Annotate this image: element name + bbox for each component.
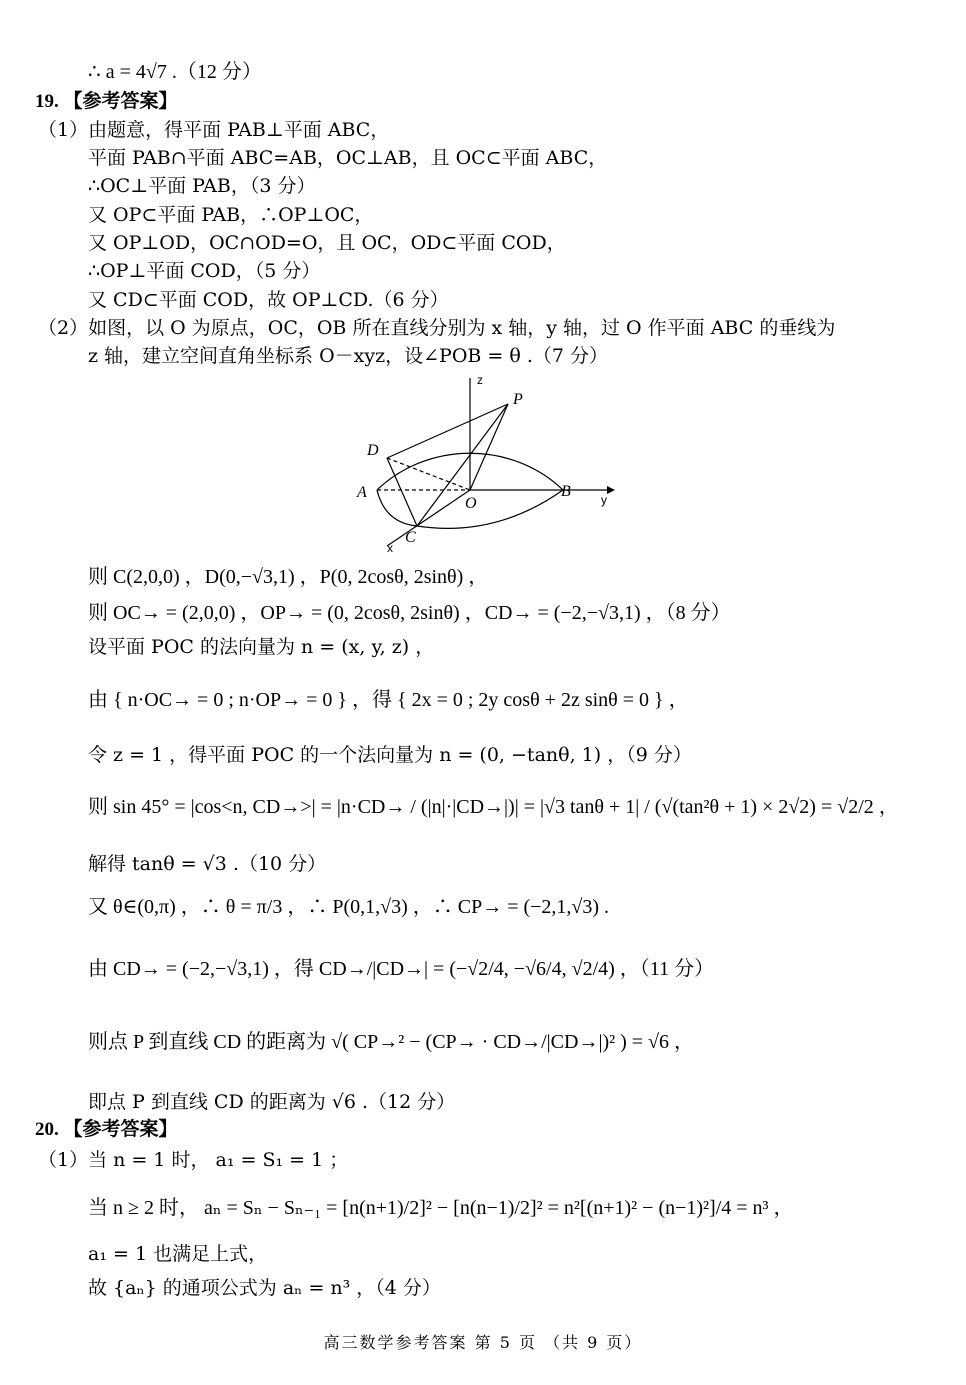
question-heading-19: 19. 【参考答案】 xyxy=(35,91,178,112)
text-line: 又 OP⊥OD，OC∩OD=O，且 OC，OD⊂平面 COD， xyxy=(88,232,566,254)
page-footer: 高三数学参考答案 第 5 页 （共 9 页） xyxy=(323,1333,643,1352)
text-line: 由 { n·OC→ = 0 ; n·OP→ = 0 } ，得 { 2x = 0 ; 2y cosθ + 2z sinθ = 0 } ， xyxy=(88,689,689,711)
geometry-figure xyxy=(345,368,625,558)
label-x: x xyxy=(387,541,393,555)
text-line: 则 C(2,0,0) ，D(0,−√3,1) ，P(0, 2cosθ, 2sinθ) ， xyxy=(88,566,489,588)
label-A: A xyxy=(357,484,367,501)
label-O: O xyxy=(465,495,477,512)
text-line: 则点 P 到直线 CD 的距离为 √( CP→² − (CP→ · CD→/|CD→|)² ) = √6 ， xyxy=(88,1031,695,1053)
text-line: 又 θ∈(0,π) ，∴ θ = π/3 ，∴ P(0,1,√3) ，∴ CP→ = (−2,1,√3) . xyxy=(88,896,610,918)
label-P: P xyxy=(513,391,523,408)
text-line: 令 z = 1 ，得平面 POC 的一个法向量为 n = (0, −tanθ, 1) ，（9 分） xyxy=(88,744,692,766)
question-heading-20: 20. 【参考答案】 xyxy=(35,1119,178,1140)
text-line: 又 CD⊂平面 COD，故 OP⊥CD.（6 分） xyxy=(88,289,449,311)
label-C: C xyxy=(405,529,416,546)
text-line: ∴OP⊥平面 COD，（5 分） xyxy=(88,260,321,282)
text-line: （1）由题意，得平面 PAB⊥平面 ABC， xyxy=(38,119,390,141)
text-line: a₁ = 1 也满足上式， xyxy=(88,1243,268,1265)
label-D: D xyxy=(367,442,379,459)
text-line: ∴OC⊥平面 PAB，（3 分） xyxy=(88,175,316,197)
text-line: 设平面 POC 的法向量为 n = (x, y, z) ， xyxy=(88,636,435,658)
text-line: 故 {aₙ} 的通项公式为 aₙ = n³ ，（4 分） xyxy=(88,1277,441,1299)
text-line: z 轴，建立空间直角坐标系 O－xyz，设∠POB = θ .（7 分） xyxy=(88,345,609,367)
text-line: 则 sin 45° = |cos<n, CD→>| = |n·CD→ / (|n|·|CD→|)| = |√3 tanθ + 1| / (√(tan²θ + 1) × 2√2) = √2/2 ， xyxy=(88,796,899,818)
text-line: ∴ a = 4√7 .（12 分） xyxy=(88,61,262,83)
label-z: z xyxy=(477,373,483,387)
text-line: （2）如图，以 O 为原点，OC，OB 所在直线分别为 x 轴，y 轴，过 O 作平面 ABC 的垂线为 xyxy=(38,317,836,339)
text-line: 解得 tanθ = √3 .（10 分） xyxy=(88,853,327,875)
segment-PC xyxy=(417,404,508,526)
text-line: （1）当 n = 1 时， a₁ = S₁ = 1 ； xyxy=(38,1149,349,1171)
text-line: 即点 P 到直线 CD 的距离为 √6 .（12 分） xyxy=(88,1091,456,1113)
text-line: 当 n ≥ 2 时， aₙ = Sₙ − Sₙ₋₁ = [n(n+1)/2]² − [n(n−1)/2]² = n²[(n+1)² − (n−1)²]/4 = n³ ， xyxy=(88,1197,794,1219)
text-line: 平面 PAB∩平面 ABC=AB，OC⊥AB，且 OC⊂平面 ABC， xyxy=(88,147,608,169)
y-axis-arrow xyxy=(607,486,615,494)
text-line: 又 OP⊂平面 PAB，∴OP⊥OC， xyxy=(88,204,374,226)
x-axis xyxy=(387,490,470,546)
label-y: y xyxy=(601,493,607,507)
label-B: B xyxy=(561,483,571,500)
text-line: 由 CD→ = (−2,−√3,1) ，得 CD→/|CD→| = (−√2/4, −√6/4, √2/4) ，（11 分） xyxy=(88,958,715,980)
text-line: 则 OC→ = (2,0,0) ，OP→ = (0, 2cosθ, 2sinθ) ，CD→ = (−2,−√3,1) ，（8 分） xyxy=(88,602,731,624)
segment-PD xyxy=(387,404,508,458)
